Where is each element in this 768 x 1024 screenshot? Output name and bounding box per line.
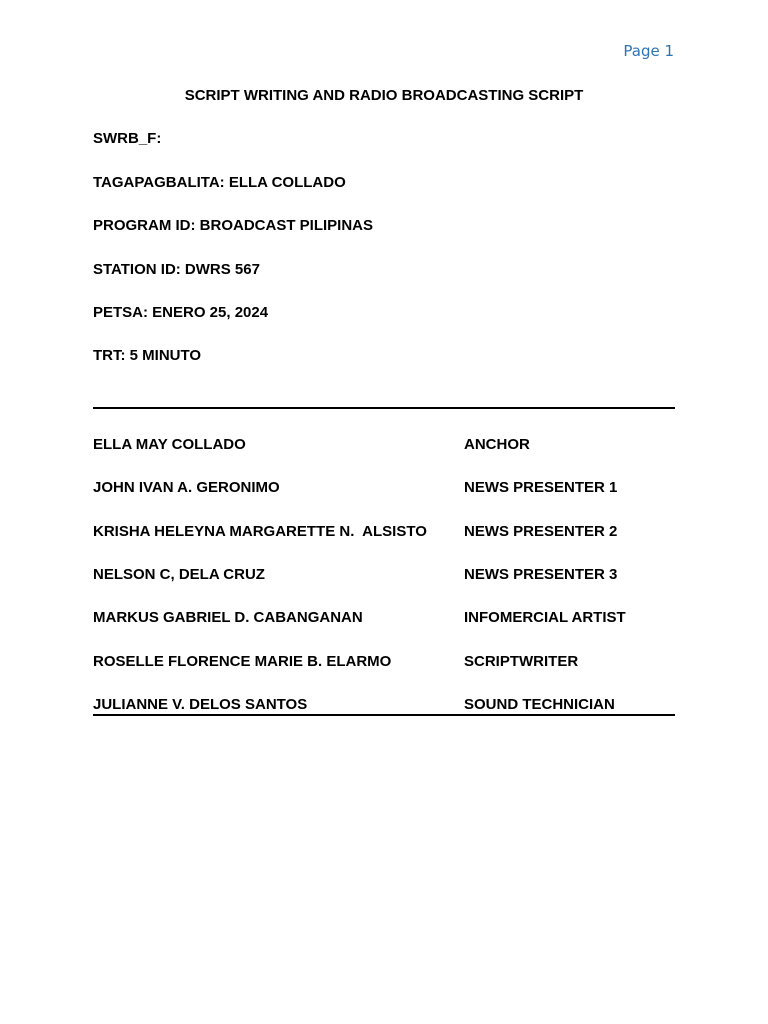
- crew-name: JULIANNE V. DELOS SANTOS: [93, 696, 308, 713]
- crew-name: ROSELLE FLORENCE MARIE B. ELARMO: [93, 653, 392, 670]
- crew-row: [93, 523, 675, 543]
- crew-row: [93, 566, 675, 586]
- divider-top: [93, 407, 675, 409]
- page-number: Page 1: [623, 42, 674, 60]
- crew-row: [93, 653, 675, 673]
- crew-row: [93, 696, 675, 716]
- crew-row: [93, 436, 675, 456]
- crew-name: MARKUS GABRIEL D. CABANGANAN: [93, 609, 363, 626]
- field-swrb: SWRB_F:: [93, 130, 162, 147]
- crew-row: [93, 609, 675, 629]
- crew-name: JOHN IVAN A. GERONIMO: [93, 479, 280, 496]
- crew-role: SCRIPTWRITER: [464, 653, 579, 670]
- field-petsa: PETSA: ENERO 25, 2024: [93, 304, 269, 321]
- crew-name: NELSON C, DELA CRUZ: [93, 566, 265, 583]
- crew-role: NEWS PRESENTER 3: [464, 566, 618, 583]
- field-station-id: STATION ID: DWRS 567: [93, 261, 260, 278]
- field-trt: TRT: 5 MINUTO: [93, 347, 202, 364]
- crew-role: NEWS PRESENTER 2: [464, 523, 618, 540]
- document-title: SCRIPT WRITING AND RADIO BROADCASTING SCRIPT: [184, 87, 584, 104]
- divider-bottom: [93, 714, 675, 716]
- field-tagapagbalita: TAGAPAGBALITA: ELLA COLLADO: [93, 174, 346, 191]
- crew-role: ANCHOR: [464, 436, 530, 453]
- crew-name: KRISHA HELEYNA MARGARETTE N. ALSISTO: [93, 523, 427, 540]
- crew-role: SOUND TECHNICIAN: [464, 696, 615, 713]
- crew-row: [93, 479, 675, 499]
- crew-role: INFOMERCIAL ARTIST: [464, 609, 626, 626]
- crew-name: ELLA MAY COLLADO: [93, 436, 246, 453]
- crew-role: NEWS PRESENTER 1: [464, 479, 618, 496]
- field-program-id: PROGRAM ID: BROADCAST PILIPINAS: [93, 217, 374, 234]
